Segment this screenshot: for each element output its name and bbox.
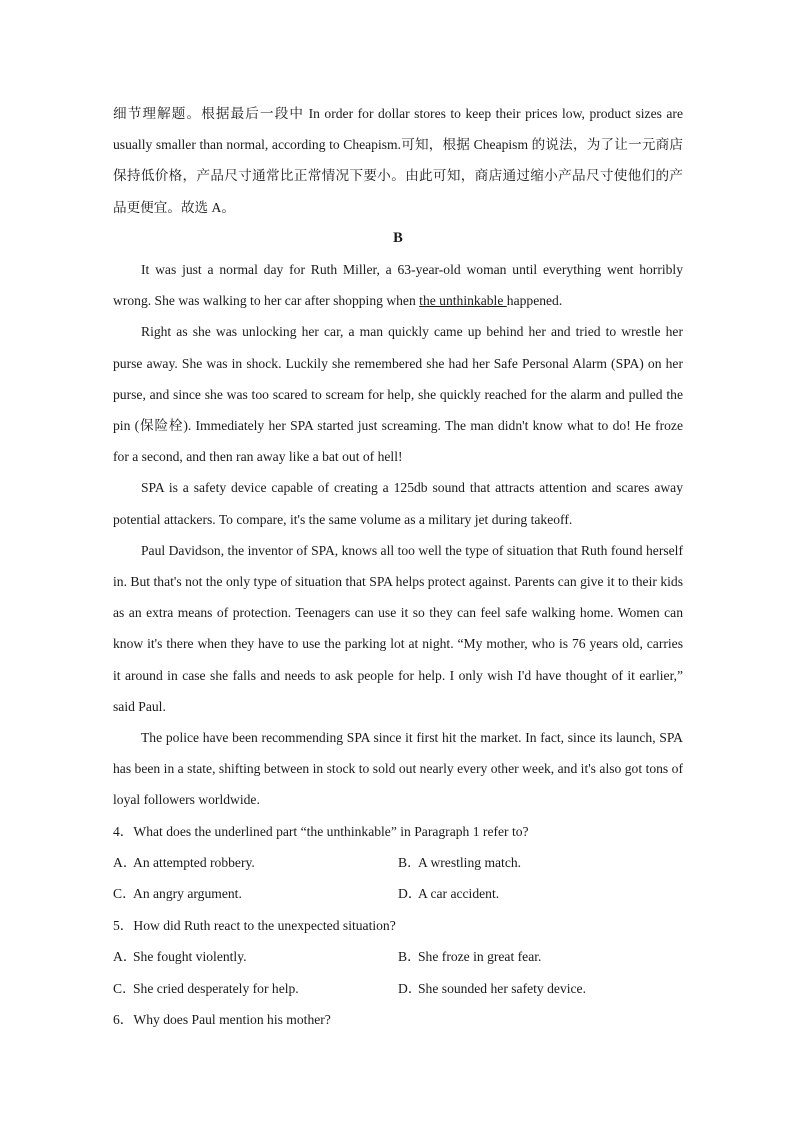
option-c [113,878,398,910]
passage-paragraph-2: Right as she was unlocking her car, a man quickly came up behind her and tried to wrestle her purse away. She was in shock. Luckily she remembered she had her Safe Personal Alarm (SPA) on her purse, and since she was too scared to scream for help, she quickly reached for the alarm and pulled the pin (保险栓). Immediately her SPA started just screaming. The man didn't know what to do! He froze for a second, and then ran away like a bat out of hell! [113,324,683,465]
answer-options [113,941,683,1004]
question-6 [113,1004,683,1035]
option-label: A． [113,949,137,965]
question-5 [113,910,683,1004]
option-label: D． [398,886,422,902]
option-text: A wrestling match. [418,854,522,870]
option-label: C． [113,886,136,902]
section-title: B [393,229,403,246]
passage-paragraph-4: Paul Davidson, the inventor of SPA, knows all too well the type of situation that Ruth found herself in. But that's not the only type of situation that SPA helps protect against. Parents can give it to their kids as an extra means of protection. Teenagers can use it so they can feel safe walking home. Women can know it's there when they have to use the parking lot at night. “My mother, who is 76 years old, carries it around in case she falls and needs to ask people for help. I only wish I'd have thought of it earlier,” said Paul. [113,542,683,714]
document-page [113,98,683,1036]
paragraph-1-end: happened. [506,293,563,309]
option-b [398,847,683,879]
option-label: A． [113,854,137,870]
option-a [113,941,398,973]
option-text: An attempted robbery. [133,854,255,870]
option-b [398,941,683,973]
option-text: She sounded her safety device. [418,980,586,996]
question-stem: 6．Why does Paul mention his mother? [113,1012,331,1028]
option-text: An angry argument. [133,886,242,902]
option-label: C． [113,980,136,996]
option-text: She fought violently. [133,949,247,965]
option-text: She cried desperately for help. [133,980,299,996]
answer-options [113,847,683,910]
option-d [398,878,683,910]
question-stem: 5．How did Ruth react to the unexpected situation? [113,918,396,934]
option-d [398,973,683,1005]
option-text: A car accident. [418,886,500,902]
explanation-paragraph: 细节理解题。根据最后一段中 In order for dollar stores to keep their prices low, product sizes are usually smaller than normal, according to Cheapism.可知，根据 Cheapism 的说法，为了让一元商店保持低价格，产品尺寸通常比正常情况下要小。由此可知，商店通过缩小产品尺寸使他们的产品更便宜。故选 A。 [113,106,683,215]
option-text: She froze in great fear. [418,949,542,965]
passage-paragraph-1 [113,254,683,316]
paragraph-1-text: It was just a normal day for Ruth Miller, a 63-year-old woman until everything went horribly wrong. She was walking to her car after shopping when [113,262,683,309]
option-label: B． [398,949,421,965]
option-c [113,973,398,1005]
option-label: D． [398,980,422,996]
question-4 [113,816,683,910]
underlined-phrase: the unthinkable [419,293,507,309]
passage-paragraph-3: SPA is a safety device capable of creating a 125db sound that attracts attention and scares away potential attackers. To compare, it's the same volume as a military jet during takeoff. [113,480,683,527]
option-a [113,847,398,879]
passage-paragraph-5: The police have been recommending SPA since it first hit the market. In fact, since its launch, SPA has been in a state, shifting between in stock to sold out nearly every other week, and it's also got tons of loyal followers worldwide. [113,730,683,808]
option-label: B． [398,854,421,870]
question-stem: 4．What does the underlined part “the unthinkable” in Paragraph 1 refer to? [113,823,529,839]
